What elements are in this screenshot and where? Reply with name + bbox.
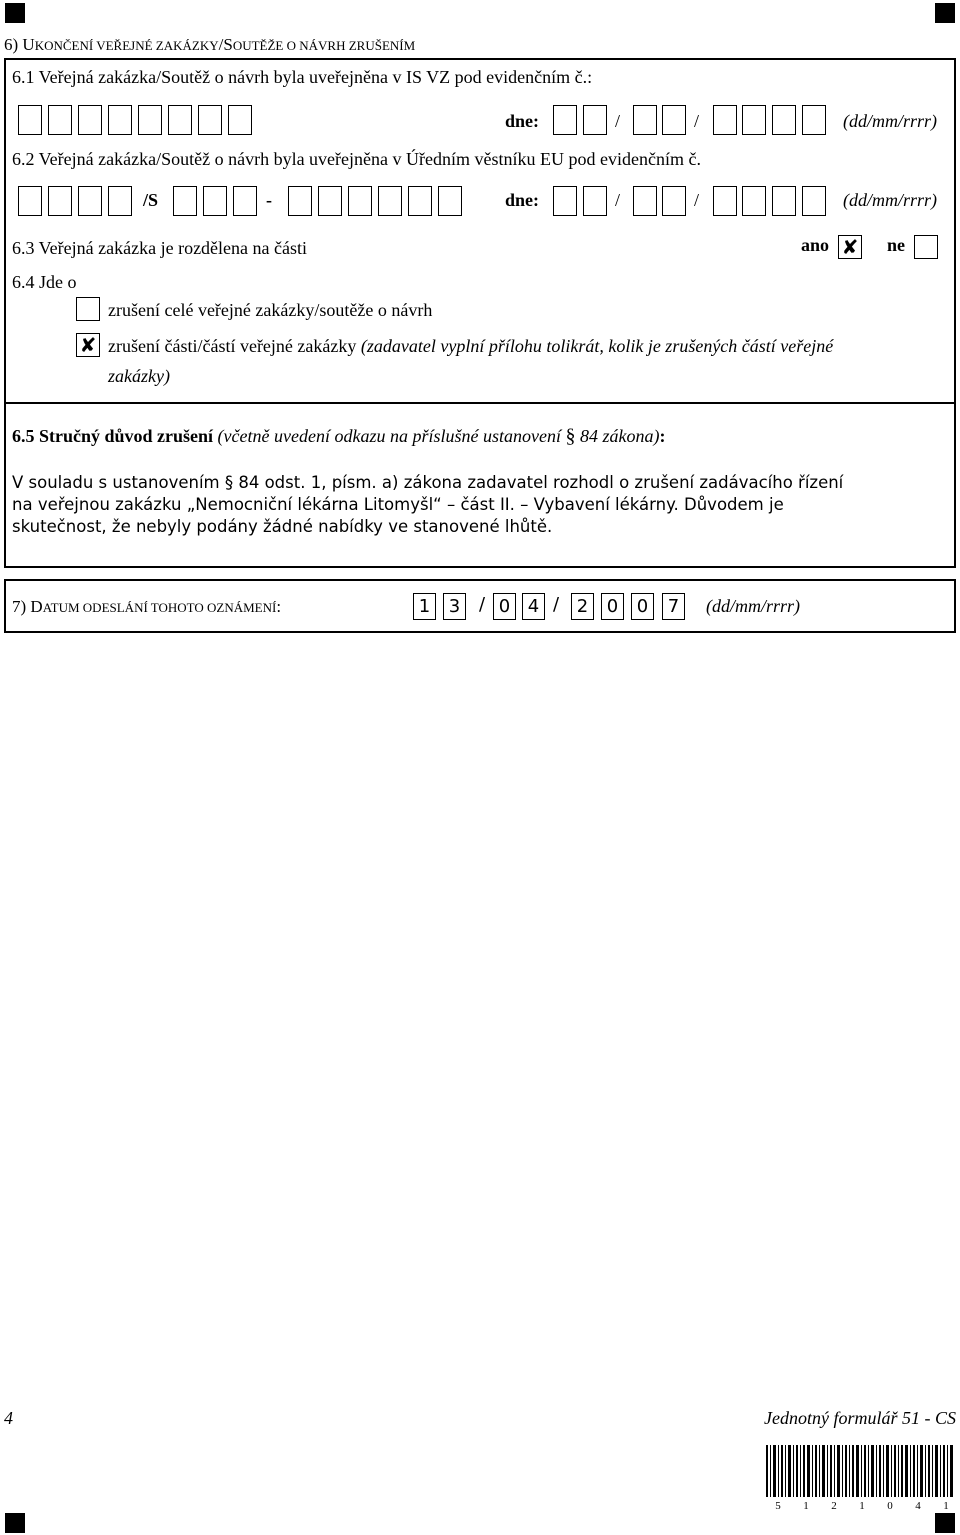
s62-box[interactable]: [48, 186, 72, 216]
reason-line: na veřejnou zakázku „Nemocniční lékárna Litomyšl“ – část II. – Vybavení lékárny. Důvodem je: [12, 495, 784, 514]
s62-s-label: /S: [143, 190, 159, 210]
s64-whole-checkbox[interactable]: [76, 297, 100, 321]
s61-box[interactable]: [168, 105, 192, 135]
s65-label: 6.5 Stručný důvod zrušení (včetně uvedení odkazu na příslušné ustanovení § 84 zákona):: [12, 425, 666, 447]
date-digit-box: 2: [571, 593, 594, 620]
s61-box[interactable]: [198, 105, 222, 135]
s61-box[interactable]: [228, 105, 252, 135]
s62-box[interactable]: [203, 186, 227, 216]
s62-year-box[interactable]: [742, 186, 766, 216]
registration-mark-bottom-right: [935, 1513, 955, 1533]
s62-slash: /: [615, 190, 621, 210]
reason-line: V souladu s ustanovením § 84 odst. 1, písm. a) zákona zadavatel rozhodl o zrušení zadávacího řízení: [12, 473, 844, 492]
s64-part-label: zrušení části/částí veřejné zakázky (zadavatel vyplní přílohu tolikrát, kolik je zrušených částí veřejné: [108, 336, 834, 356]
form-name: Jednotný formulář 51 - CS: [764, 1408, 956, 1428]
s62-box[interactable]: [288, 186, 312, 216]
s61-label: 6.1 Veřejná zakázka/Soutěž o návrh byla uveřejněna v IS VZ pod evidenčním č.:: [12, 67, 593, 87]
date-digit-box: 4: [522, 593, 545, 620]
s62-dash: -: [266, 190, 272, 210]
date-separator: /: [478, 594, 486, 615]
s63-label: 6.3 Veřejná zakázka je rozdělena na části: [12, 238, 308, 258]
s62-box[interactable]: [78, 186, 102, 216]
s61-slash: /: [694, 111, 700, 131]
s62-box[interactable]: [408, 186, 432, 216]
section7-date-format: (dd/mm/rrrr): [706, 596, 801, 616]
s61-day-box[interactable]: [553, 105, 577, 135]
s62-box[interactable]: [378, 186, 402, 216]
registration-mark-top-right: [935, 3, 955, 23]
s61-box[interactable]: [18, 105, 42, 135]
s61-box[interactable]: [78, 105, 102, 135]
s61-day-box[interactable]: [583, 105, 607, 135]
s62-day-box[interactable]: [583, 186, 607, 216]
barcode-digit: 2: [831, 1500, 837, 1512]
date-digit-box: 0: [493, 593, 516, 620]
barcode-digit: 1: [943, 1500, 949, 1512]
s62-box[interactable]: [108, 186, 132, 216]
date-digit-box: 0: [631, 593, 654, 620]
page-number: 4: [4, 1408, 13, 1428]
s62-box[interactable]: [18, 186, 42, 216]
s62-box[interactable]: [318, 186, 342, 216]
date-separator: /: [552, 594, 560, 615]
s62-year-box[interactable]: [802, 186, 826, 216]
date-digit-box: 1: [413, 593, 436, 620]
s61-month-box[interactable]: [662, 105, 686, 135]
barcode-digit: 4: [915, 1500, 921, 1512]
s61-date-format: (dd/mm/rrrr): [843, 111, 938, 131]
barcode-digit: 5: [775, 1500, 781, 1512]
s61-dne-label: dne:: [505, 111, 540, 131]
s61-slash: /: [615, 111, 621, 131]
s61-box[interactable]: [108, 105, 132, 135]
s62-month-box[interactable]: [633, 186, 657, 216]
barcode: [766, 1445, 956, 1515]
date-digit-box: 7: [662, 593, 685, 620]
section6-heading: 6) UKONČENÍ VEŘEJNÉ ZAKÁZKY/SOUTĚŽE O NÁVRH ZRUŠENÍM: [4, 35, 416, 54]
s63-ne-label: ne: [887, 235, 905, 255]
s62-dne-label: dne:: [505, 190, 540, 210]
s62-box[interactable]: [233, 186, 257, 216]
s62-date-format: (dd/mm/rrrr): [843, 190, 938, 210]
s62-box[interactable]: [438, 186, 462, 216]
s61-year-box[interactable]: [742, 105, 766, 135]
s61-month-box[interactable]: [633, 105, 657, 135]
date-digit-box: 3: [443, 593, 466, 620]
s62-month-box[interactable]: [662, 186, 686, 216]
s65-reason-text: [12, 472, 843, 538]
s63-ne-checkbox[interactable]: [914, 235, 938, 259]
barcode-digit: 0: [887, 1500, 893, 1512]
s64-label: 6.4 Jde o: [12, 272, 77, 292]
s61-box[interactable]: [48, 105, 72, 135]
s62-label: 6.2 Veřejná zakázka/Soutěž o návrh byla uveřejněna v Úředním věstníku EU pod evidenčním č.: [12, 149, 701, 169]
s62-day-box[interactable]: [553, 186, 577, 216]
barcode-digit: 1: [859, 1500, 865, 1512]
s61-year-box[interactable]: [713, 105, 737, 135]
s62-box[interactable]: [348, 186, 372, 216]
s64-whole-label: zrušení celé veřejné zakázky/soutěže o návrh: [108, 300, 433, 320]
s61-year-box[interactable]: [772, 105, 796, 135]
s64-part-checkbox[interactable]: ✘: [76, 333, 100, 357]
date-digit-box: 0: [601, 593, 624, 620]
s63-ano-checkbox[interactable]: ✘: [838, 235, 862, 259]
barcode-digit: 1: [803, 1500, 809, 1512]
s62-box[interactable]: [173, 186, 197, 216]
barcode-bars: [766, 1445, 953, 1497]
reason-line: skutečnost, že nebyly podány žádné nabídky ve stanovené lhůtě.: [12, 517, 553, 536]
section6-divider: [4, 402, 956, 404]
s62-slash: /: [694, 190, 700, 210]
s62-year-box[interactable]: [772, 186, 796, 216]
s64-part-note: zakázky): [108, 366, 170, 386]
s62-year-box[interactable]: [713, 186, 737, 216]
section7-heading: 7) DATUM ODESLÁNÍ TOHOTO OZNÁMENÍ:: [12, 597, 282, 616]
s63-ano-label: ano: [801, 235, 830, 255]
s61-year-box[interactable]: [802, 105, 826, 135]
registration-mark-top-left: [5, 3, 25, 23]
registration-mark-bottom-left: [5, 1513, 25, 1533]
s61-box[interactable]: [138, 105, 162, 135]
